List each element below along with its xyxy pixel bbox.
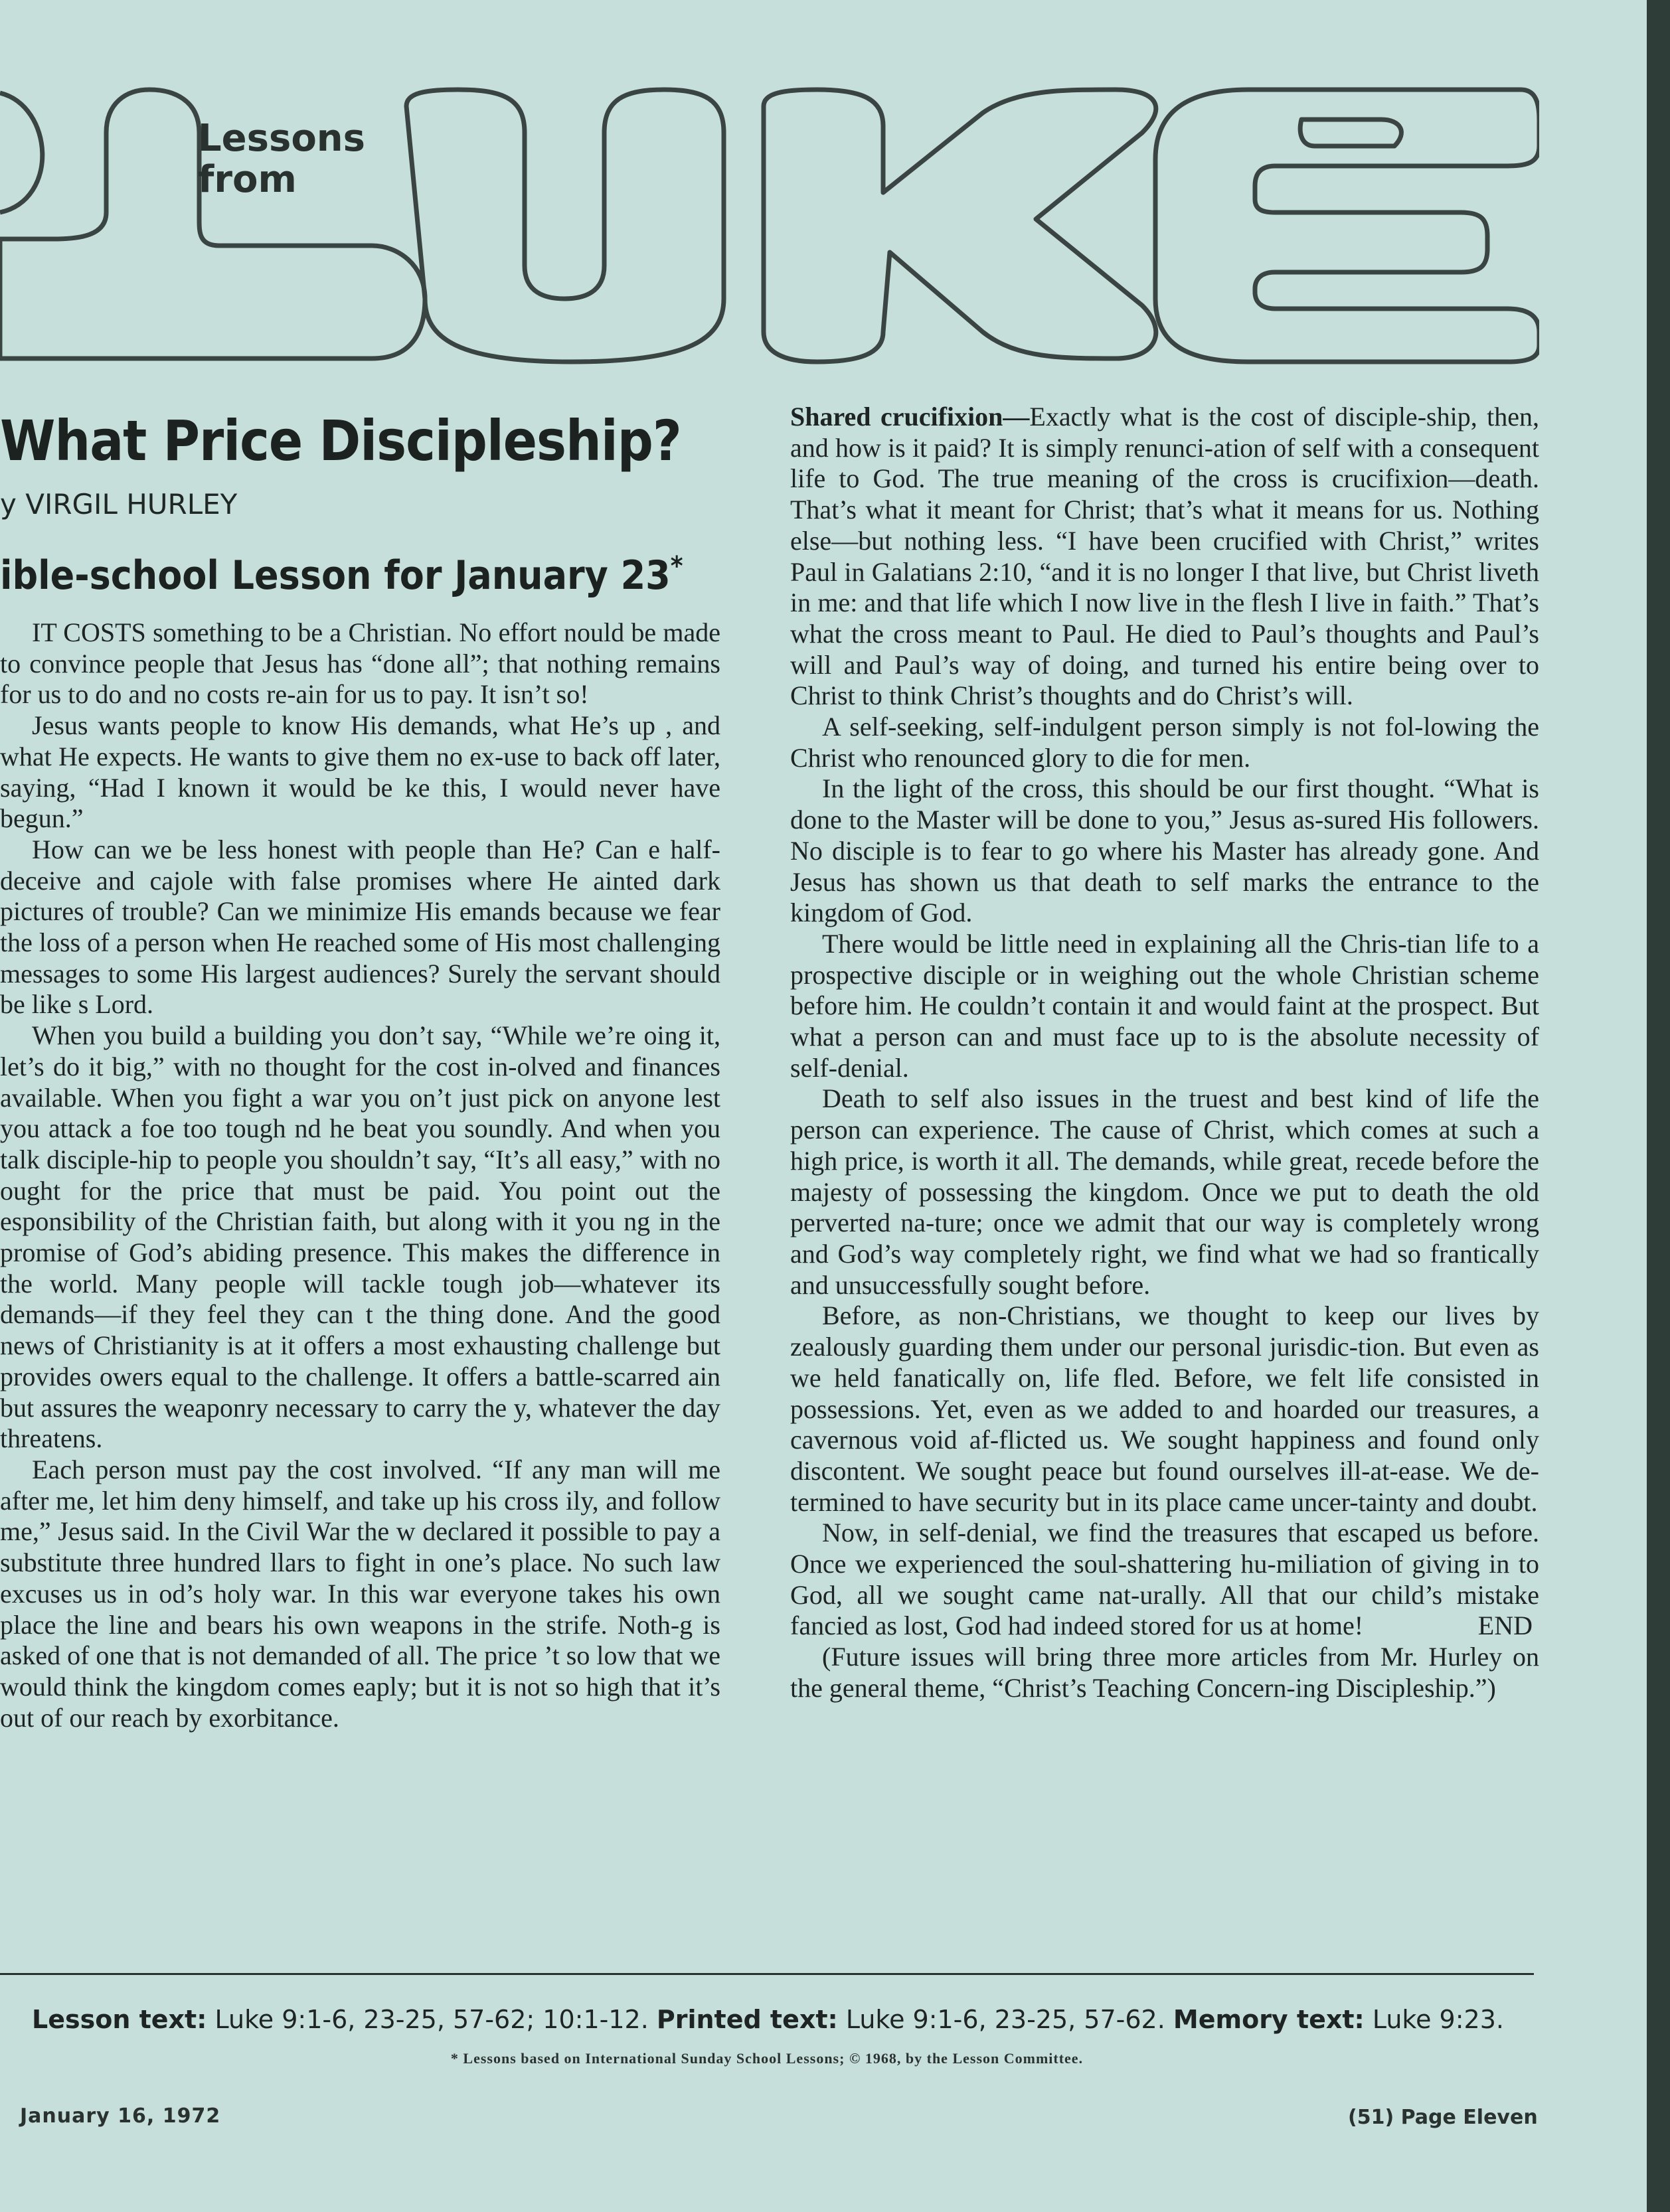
- paragraph: Jesus wants people to know His demands, what He’s up , and what He expects. He wants to give them no ex-use to back off later, saying, “Had I known it would be ke this, I would never have begun.”: [0, 710, 720, 834]
- paragraph: [790, 1518, 1539, 1642]
- paragraph: When you build a building you don’t say, “While we’re oing it, let’s do it big,” with no thought for the cost in-olved and finances available. When you fight a war you on’t just pick on anyone lest you attack a foe too tough nd he beat you soundly. And when you talk disciple-hip to people you shouldn’t say, “It’s all easy,” with no ought for the price that must be paid. You point out the esponsibility of the Christian faith, but along with it you ng in the promise of God’s abiding presence. This makes the difference in the world. Many people will tackle tough job—whatever its demands—if they feel they can t the thing done. And the good news of Christianity is at it offers a most exhausting challenge but provides owers equal to the challenge. It offers a battle-scarred ain but assures the weaponry necessary to carry the y, whatever the day threatens.: [0, 1020, 720, 1454]
- memory-text-label: Memory text:: [1173, 2005, 1365, 2034]
- lesson-subtitle: [0, 551, 683, 599]
- paragraph: How can we be less honest with people than He? Can e half-deceive and cajole with false promises where He ainted dark pictures of trouble? Can we minimize His emands because we fear the loss of a person when He reached some of His most challenging messages to some His largest audiences? Surely the servant should be like s Lord.: [0, 834, 720, 1020]
- section-lead-in: Shared crucifixion—: [790, 402, 1030, 432]
- paragraph: Before, as non-Christians, we thought to keep our lives by zealously guarding them under our personal jurisdic-tion. But even as we held fanatically on, life fled. Before, we felt life consisted in possessions. Yet, even as we added to and hoarded our treasures, a cavernous void af-flicted us. We sought happiness and found only discontent. We sought peace but found ourselves ill-at-ease. We de-termined to have security but in its place came uncer-tainty and doubt.: [790, 1301, 1539, 1517]
- page-edge-shadow: [1647, 0, 1670, 2212]
- end-mark: END: [1477, 1611, 1533, 1641]
- paragraph-text: Now, in self-denial, we find the treasures that escaped us before. Once we experienced the soul-shattering hu-miliation of giving in to God, all we sought came nat-urally. All that our child’s mistake fancied as lost, God had indeed stored for us at home!: [790, 1518, 1539, 1641]
- page-number: (51) Page Eleven: [1348, 2106, 1538, 2129]
- subtitle-text: ible-school Lesson for January 23: [0, 552, 671, 599]
- lesson-text-label: Lesson text:: [32, 2005, 207, 2034]
- paragraph: [790, 402, 1539, 712]
- byline: y VIRGIL HURLEY: [0, 488, 238, 520]
- printed-text-label: Printed text:: [656, 2005, 838, 2034]
- lesson-text-value: Luke 9:1-6, 23-25, 57-62; 10:1-12.: [214, 2005, 649, 2034]
- issue-date: January 16, 1972: [20, 2104, 221, 2128]
- left-column: [0, 617, 720, 1733]
- lessons-from-kicker: [198, 118, 365, 200]
- paragraph: A self-seeking, self-indulgent person simply is not fol-lowing the Christ who renounced glory to die for men.: [790, 712, 1539, 773]
- paragraph: Each person must pay the cost involved. “If any man will me after me, let him deny himself, and take up his cross ily, and follow me,” Jesus said. In the Civil War the w declared it possible to pay a substitute three hundred llars to fight in one’s place. No such law excuses us in od’s holy war. In this war everyone takes his own place the line and bears his own weapons in the strife. Noth-g is asked of one that is not demanded of all. The price ’t so low that we would think the kingdom comes eaply; but it is not so high that it’s out of our reach by exorbitance.: [0, 1454, 720, 1733]
- paragraph-text: Exactly what is the cost of disciple-ship, then, and how is it paid? It is simply renunci-ation of self with a consequent life to God. The true meaning of the cross is crucifixion—death. That’s what it meant for Christ; that’s what it means for us. Nothing else—but nothing less. “I have been crucified with Christ,” writes Paul in Galatians 2:10, “and it is no longer I that live, but Christ liveth in me: and that life which I now live in the flesh I live in faith.” That’s what the cross meant to Paul. He died to Paul’s thoughts and Paul’s will and Paul’s way of doing, and turned his entire being over to Christ to think Christ’s thoughts and do Christ’s will.: [790, 402, 1539, 711]
- paragraph: IT COSTS something to be a Christian. No effort nould be made to convince people that Jesus has “done all”; that nothing remains for us to do and no costs re-ain for us to pay. It isn’t so!: [0, 617, 720, 710]
- paragraph: There would be little need in explaining all the Chris-tian life to a prospective disciple or in weighing out the whole Christian scheme before him. He couldn’t contain it and would faint at the prospect. But what a person can and must face up to is the absolute necessity of self-denial.: [790, 928, 1539, 1083]
- memory-text-value: Luke 9:23.: [1372, 2005, 1504, 2034]
- right-column: [790, 402, 1539, 1704]
- kicker-line-2: from: [198, 158, 297, 201]
- lesson-references: [32, 2005, 1504, 2034]
- divider-rule: [0, 1973, 1534, 1975]
- footnote-marker: *: [670, 551, 683, 582]
- editor-note: (Future issues will bring three more articles from Mr. Hurley on the general theme, “Christ’s Teaching Concern-ing Discipleship.”): [790, 1642, 1539, 1703]
- paragraph: In the light of the cross, this should be our first thought. “What is done to the Master will be done to you,” Jesus as-sured His followers. No disciple is to fear to go where his Master has already gone. And Jesus has shown us that death to self marks the entrance to the kingdom of God.: [790, 773, 1539, 928]
- copyright-footnote: * Lessons based on International Sunday School Lessons; © 1968, by the Lesson Committee.: [450, 2050, 1084, 2067]
- printed-text-value: Luke 9:1-6, 23-25, 57-62.: [845, 2005, 1165, 2034]
- kicker-line-1: Lessons: [198, 117, 365, 160]
- article-title: What Price Discipleship?: [0, 408, 681, 473]
- paragraph: Death to self also issues in the truest and best kind of life the person can experience. The cause of Christ, which comes at such a high price, is worth it all. The demands, while great, recede before the majesty of possessing the kingdom. Once we put to death the old perverted na-ture; once we admit that our way is completely wrong and God’s way completely right, we find what we had so frantically and unsuccessfully sought before.: [790, 1083, 1539, 1300]
